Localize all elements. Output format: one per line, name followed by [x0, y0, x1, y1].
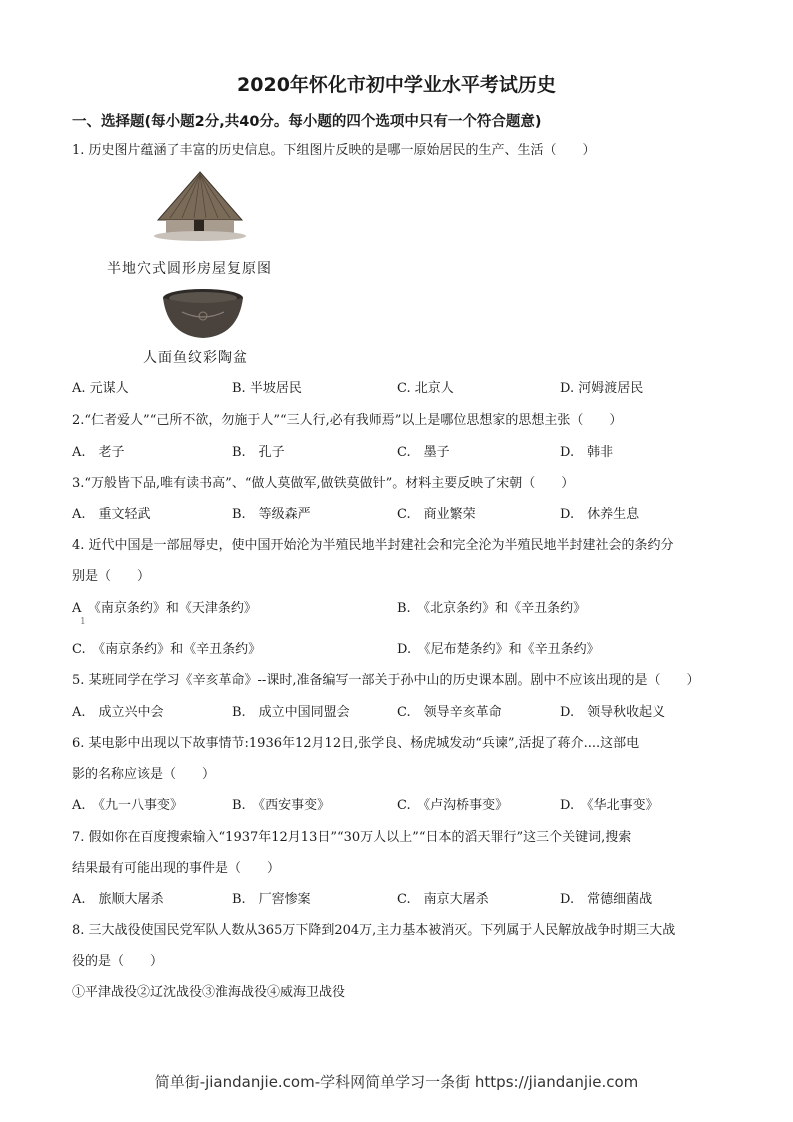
q3-option-c: C. 商业繁荣 — [397, 507, 476, 522]
q5-option-a: A. 成立兴中会 — [72, 705, 164, 720]
q6-option-c: C. 《卢沟桥事变》 — [397, 798, 509, 813]
q1-option-b: B. 半坡居民 — [232, 381, 302, 396]
question-8-text-line2: 役的是（ ） — [72, 954, 164, 969]
question-2-text: 2.“仁者爱人”“己所不欲，勿施于人”“三人行,必有我师焉”以上是哪位思想家的思想主张（ ） — [72, 413, 623, 428]
question-5-text: 5. 某班同学在学习《辛亥革命》--课时,准备编写一部关于孙中山的历史课本剧。剧中不应该出现的是（ ） — [72, 673, 700, 688]
page-title: 2020年怀化市初中学业水平考试历史 — [237, 74, 556, 96]
q1-option-a: A. 元谋人 — [72, 381, 129, 396]
q7-option-d: D. 常德细菌战 — [560, 892, 653, 907]
q4-option-d: D. 《尼布楚条约》和《辛丑条约》 — [397, 642, 600, 657]
question-7-text-line2: 结果最有可能出现的事件是（ ） — [72, 861, 281, 876]
q2-option-b: B. 孔子 — [232, 445, 285, 460]
q7-option-a: A. 旅顺大屠杀 — [72, 892, 164, 907]
q7-option-b: B. 厂窖惨案 — [232, 892, 311, 907]
question-6-text-line2: 影的名称应该是（ ） — [72, 767, 216, 782]
q7-option-c: C. 南京大屠杀 — [397, 892, 489, 907]
q6-option-d: D. 《华北事变》 — [560, 798, 659, 813]
q4-option-b: B. 《北京条约》和《辛丑条约》 — [397, 601, 587, 616]
thatched-hut-icon — [150, 168, 250, 248]
question-8-text-line3: ①平津战役②辽沈战役③淮海战役④威海卫战役 — [72, 985, 346, 1000]
q5-option-b: B. 成立中国同盟会 — [232, 705, 350, 720]
q5-option-d: D. 领导秋收起义 — [560, 705, 666, 720]
page-footer: 简单街-jiandanjie.com-学科网简单学习一条街 https://jiandanjie.com — [154, 1073, 639, 1091]
question-8-text-line1: 8. 三大战役使国民党军队人数从365万下降到204万,主力基本被消灭。下列属于人民解放战争时期三大战 — [72, 923, 676, 938]
q2-option-c: C. 墨子 — [397, 445, 450, 460]
section-heading: 一、选择题(每小题2分,共40分。每小题的四个选项中只有一个符合题意) — [72, 114, 542, 130]
pottery-basin-icon — [160, 286, 246, 342]
figure-caption-house: 半地穴式圆形房屋复原图 — [107, 261, 272, 277]
q3-option-d: D. 休养生息 — [560, 507, 640, 522]
q1-option-d: D. 河姆渡居民 — [560, 381, 644, 396]
q6-option-a: A. 《九一八事变》 — [72, 798, 184, 813]
q4-option-c: C. 《南京条约》和《辛丑条约》 — [72, 642, 262, 657]
question-1-text: 1. 历史图片蕴涵了丰富的历史信息。下组图片反映的是哪一原始居民的生产、生活（ ） — [72, 143, 596, 158]
q3-option-b: B. 等级森严 — [232, 507, 311, 522]
question-6-text-line1: 6. 某电影中出现以下故事情节:1936年12月12日,张学良、杨虎城发动“兵谏”,活捉了蒋介....这部电 — [72, 736, 640, 751]
q2-option-a: A. 老子 — [72, 445, 125, 460]
question-4-text-line1: 4. 近代中国是一部屈辱史，使中国开始沦为半殖民地半封建社会和完全沦为半殖民地半封建社会的条约分 — [72, 538, 674, 553]
q2-option-d: D. 韩非 — [560, 445, 614, 460]
q1-option-c: C. 北京人 — [397, 381, 454, 396]
q3-option-a: A. 重文轻武 — [72, 507, 151, 522]
question-4-text-line2: 别是（ ） — [72, 569, 151, 584]
q4-option-a: A 《南京条约》和《天津条约》 — [72, 601, 257, 616]
figure-caption-basin: 人面鱼纹彩陶盆 — [143, 350, 248, 366]
question-3-text: 3.“万般皆下品,唯有读书高”、“做人莫做军,做铁莫做针”。材料主要反映了宋朝（ ） — [72, 476, 575, 491]
q6-option-b: B. 《西安事变》 — [232, 798, 331, 813]
stray-mark: 1 — [80, 617, 86, 627]
q5-option-c: C. 领导辛亥革命 — [397, 705, 502, 720]
question-7-text-line1: 7. 假如你在百度搜索输入“1937年12月13日”“30万人以上”“日本的滔天罪行”这三个关键词,搜索 — [72, 830, 632, 845]
